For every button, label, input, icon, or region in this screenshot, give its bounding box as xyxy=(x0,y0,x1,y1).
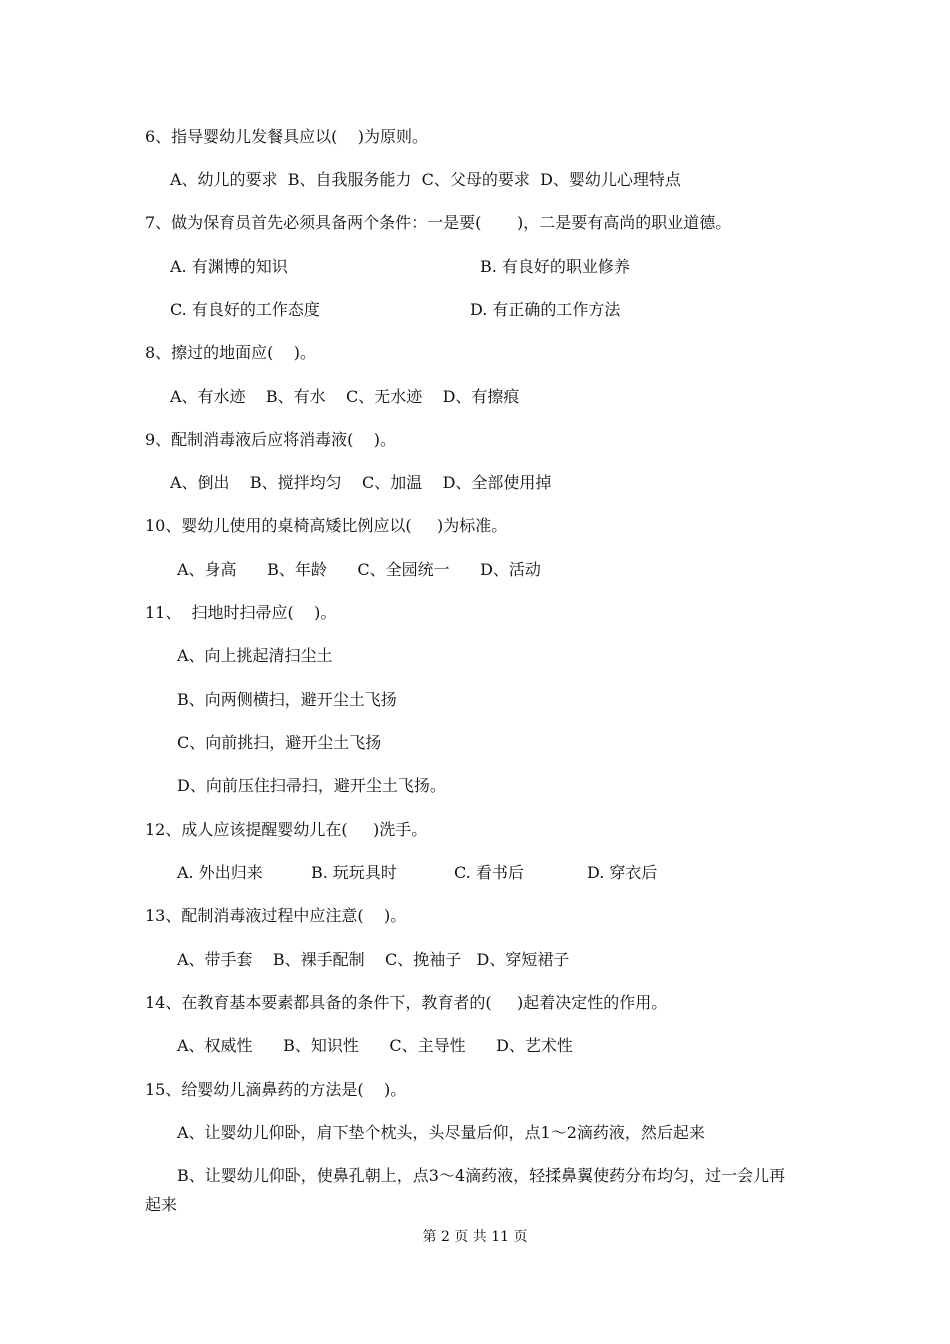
question-7-option-d: D. 有正确的工作方法 xyxy=(470,300,621,319)
question-15-option-a: A、让婴幼儿仰卧，肩下垫个枕头，头尽量后仰，点1～2滴药液，然后起来 xyxy=(177,1123,705,1142)
page-number-footer: 第 2 页 共 11 页 xyxy=(422,1229,528,1245)
question-12-option-c: C. 看书后 xyxy=(454,863,524,882)
question-8-options: A、有水迹 B、有水 C、无水迹 D、有擦痕 xyxy=(170,387,520,406)
question-12-option-b: B. 玩玩具时 xyxy=(311,863,397,882)
question-14-options: A、权威性 B、知识性 C、主导性 D、艺术性 xyxy=(177,1036,573,1055)
question-15-stem: 15、给婴幼儿滴鼻药的方法是( )。 xyxy=(145,1080,407,1099)
question-13-stem: 13、配制消毒液过程中应注意( )。 xyxy=(145,906,407,925)
question-7-stem: 7、做为保育员首先必须具备两个条件：一是要( )，二是要有高尚的职业道德。 xyxy=(145,213,732,232)
question-12-option-d: D. 穿衣后 xyxy=(587,863,658,882)
question-11-option-d: D、向前压住扫帚扫，避开尘土飞扬。 xyxy=(177,776,446,795)
question-15-option-b-line2: 起来 xyxy=(145,1195,178,1214)
question-11-option-b: B、向两侧横扫，避开尘土飞扬 xyxy=(177,690,397,709)
question-7-option-b: B. 有良好的职业修养 xyxy=(480,257,630,276)
question-6-options: A、幼儿的要求 B、自我服务能力 C、父母的要求 D、婴幼儿心理特点 xyxy=(170,170,681,189)
question-13-options: A、带手套 B、裸手配制 C、挽袖子 D、穿短裙子 xyxy=(177,950,570,969)
question-10-stem: 10、婴幼儿使用的桌椅高矮比例应以( )为标准。 xyxy=(145,516,508,535)
question-7-option-c: C. 有良好的工作态度 xyxy=(170,300,320,319)
question-12-stem: 12、成人应该提醒婴幼儿在( )洗手。 xyxy=(145,820,428,839)
question-11-option-a: A、向上挑起清扫尘土 xyxy=(177,646,333,665)
question-11-stem: 11、 扫地时扫帚应( )。 xyxy=(145,603,337,622)
question-15-option-b-line1: B、让婴幼儿仰卧，使鼻孔朝上，点3～4滴药液，轻揉鼻翼使药分布均匀，过一会儿再 xyxy=(177,1166,786,1185)
question-6-stem: 6、指导婴幼儿发餐具应以( )为原则。 xyxy=(145,127,429,146)
question-9-stem: 9、配制消毒液后应将消毒液( )。 xyxy=(145,430,397,449)
question-14-stem: 14、在教育基本要素都具备的条件下，教育者的( )起着决定性的作用。 xyxy=(145,993,668,1012)
question-12-option-a: A. 外出归来 xyxy=(177,863,263,882)
question-10-options: A、身高 B、年龄 C、全园统一 D、活动 xyxy=(177,560,541,579)
question-11-option-c: C、向前挑扫，避开尘土飞扬 xyxy=(177,733,382,752)
question-7-option-a: A. 有渊博的知识 xyxy=(170,257,288,276)
question-9-options: A、倒出 B、搅拌均匀 C、加温 D、全部使用掉 xyxy=(170,473,552,492)
question-8-stem: 8、擦过的地面应( )。 xyxy=(145,343,317,362)
